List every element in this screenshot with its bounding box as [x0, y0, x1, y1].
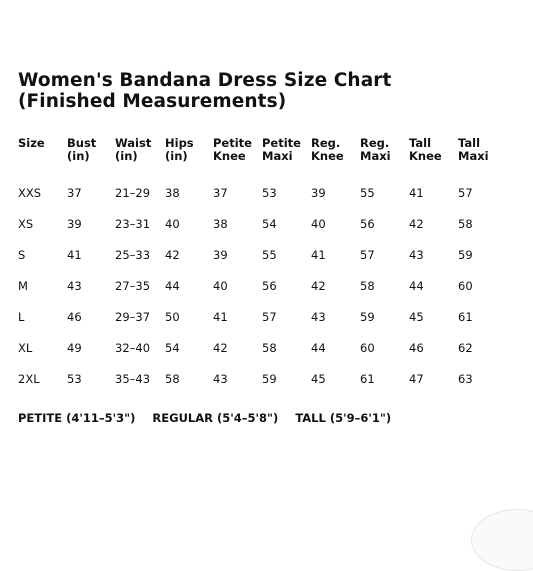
cell-reg-maxi: 59	[360, 310, 375, 324]
header-reg-knee: Reg. Knee	[311, 136, 344, 163]
height-ranges-legend	[18, 411, 391, 425]
cell-tall-knee: 42	[409, 217, 424, 231]
corner-decoration	[471, 509, 533, 571]
cell-hips: 38	[165, 186, 180, 200]
cell-reg-maxi: 56	[360, 217, 375, 231]
cell-petite-knee: 37	[213, 186, 228, 200]
cell-bust: 37	[67, 186, 82, 200]
table-row	[18, 271, 498, 302]
cell-petite-maxi: 57	[262, 310, 277, 324]
cell-petite-knee: 41	[213, 310, 228, 324]
cell-hips: 40	[165, 217, 180, 231]
table-row	[18, 302, 498, 333]
cell-tall-maxi: 63	[458, 372, 473, 386]
cell-size: L	[18, 310, 25, 324]
cell-waist: 35–43	[115, 372, 151, 386]
cell-tall-knee: 45	[409, 310, 424, 324]
cell-waist: 25–33	[115, 248, 151, 262]
cell-petite-knee: 43	[213, 372, 228, 386]
cell-petite-maxi: 55	[262, 248, 277, 262]
cell-waist: 32–40	[115, 341, 151, 355]
cell-size: S	[18, 248, 26, 262]
cell-reg-maxi: 57	[360, 248, 375, 262]
cell-reg-knee: 42	[311, 279, 326, 293]
cell-reg-knee: 41	[311, 248, 326, 262]
cell-size: XS	[18, 217, 34, 231]
table-row	[18, 240, 498, 271]
cell-waist: 29–37	[115, 310, 151, 324]
page-title	[18, 70, 391, 112]
legend-regular: REGULAR (5'4–5'8")	[152, 411, 279, 425]
cell-petite-maxi: 56	[262, 279, 277, 293]
title-line-1: Women's Bandana Dress Size Chart	[18, 70, 392, 91]
cell-hips: 44	[165, 279, 180, 293]
table-header-row	[18, 137, 498, 178]
size-chart-table	[18, 137, 498, 395]
cell-reg-knee: 45	[311, 372, 326, 386]
cell-hips: 50	[165, 310, 180, 324]
header-hips: Hips (in)	[165, 136, 194, 163]
cell-hips: 58	[165, 372, 180, 386]
header-tall-maxi: Tall Maxi	[458, 136, 489, 163]
cell-size: 2XL	[18, 372, 40, 386]
cell-tall-maxi: 60	[458, 279, 473, 293]
cell-petite-maxi: 53	[262, 186, 277, 200]
cell-hips: 54	[165, 341, 180, 355]
cell-petite-maxi: 59	[262, 372, 277, 386]
cell-tall-maxi: 62	[458, 341, 473, 355]
table-row	[18, 333, 498, 364]
cell-petite-maxi: 58	[262, 341, 277, 355]
cell-tall-knee: 41	[409, 186, 424, 200]
cell-reg-maxi: 58	[360, 279, 375, 293]
cell-tall-knee: 47	[409, 372, 424, 386]
cell-tall-maxi: 57	[458, 186, 473, 200]
header-reg-maxi: Reg. Maxi	[360, 136, 391, 163]
cell-petite-knee: 40	[213, 279, 228, 293]
header-waist: Waist (in)	[115, 136, 152, 163]
cell-waist: 23–31	[115, 217, 151, 231]
cell-size: XXS	[18, 186, 42, 200]
cell-petite-knee: 38	[213, 217, 228, 231]
cell-tall-knee: 44	[409, 279, 424, 293]
cell-reg-knee: 43	[311, 310, 326, 324]
cell-bust: 49	[67, 341, 82, 355]
cell-bust: 53	[67, 372, 82, 386]
cell-tall-knee: 43	[409, 248, 424, 262]
cell-reg-knee: 40	[311, 217, 326, 231]
cell-bust: 43	[67, 279, 82, 293]
cell-petite-knee: 42	[213, 341, 228, 355]
title-line-2: (Finished Measurements)	[18, 91, 287, 112]
header-petite-maxi: Petite Maxi	[262, 136, 301, 163]
cell-reg-maxi: 61	[360, 372, 375, 386]
cell-reg-maxi: 55	[360, 186, 375, 200]
header-size: Size	[18, 136, 45, 150]
cell-reg-knee: 44	[311, 341, 326, 355]
legend-tall: TALL (5'9–6'1")	[295, 411, 392, 425]
legend-petite: PETITE (4'11–5'3")	[18, 411, 136, 425]
cell-bust: 46	[67, 310, 82, 324]
cell-waist: 27–35	[115, 279, 151, 293]
cell-hips: 42	[165, 248, 180, 262]
cell-tall-maxi: 61	[458, 310, 473, 324]
header-bust: Bust (in)	[67, 136, 97, 163]
table-row	[18, 178, 498, 209]
table-row	[18, 209, 498, 240]
cell-tall-maxi: 58	[458, 217, 473, 231]
cell-tall-maxi: 59	[458, 248, 473, 262]
table-row	[18, 364, 498, 395]
cell-size: M	[18, 279, 28, 293]
cell-waist: 21–29	[115, 186, 151, 200]
header-tall-knee: Tall Knee	[409, 136, 442, 163]
cell-petite-knee: 39	[213, 248, 228, 262]
cell-size: XL	[18, 341, 33, 355]
cell-bust: 41	[67, 248, 82, 262]
header-petite-knee: Petite Knee	[213, 136, 252, 163]
cell-petite-maxi: 54	[262, 217, 277, 231]
cell-reg-maxi: 60	[360, 341, 375, 355]
cell-tall-knee: 46	[409, 341, 424, 355]
cell-reg-knee: 39	[311, 186, 326, 200]
cell-bust: 39	[67, 217, 82, 231]
